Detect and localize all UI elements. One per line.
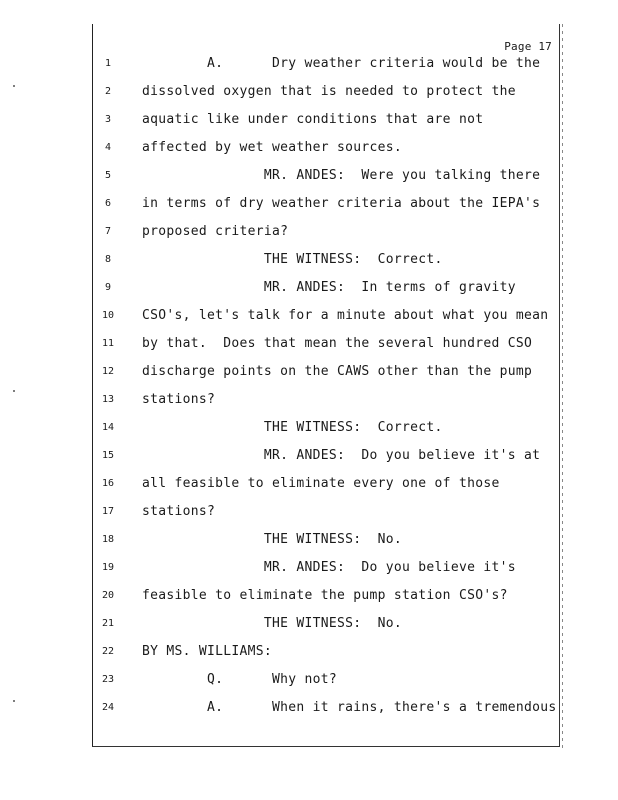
transcript-line: [92, 308, 558, 336]
page-number: Page 17: [504, 40, 552, 53]
transcript-line: [92, 448, 558, 476]
line-text: THE WITNESS: No.: [142, 616, 403, 631]
line-number: 8: [104, 254, 112, 265]
transcript-line: [92, 532, 558, 560]
line-number: 7: [104, 226, 112, 237]
scan-edge-artifact: [562, 24, 563, 750]
line-text: MR. ANDES: Do you believe it's: [142, 560, 516, 575]
line-number: 2: [104, 86, 112, 97]
line-number: 13: [101, 394, 115, 405]
line-text: BY MS. WILLIAMS:: [142, 644, 273, 659]
line-text: discharge points on the CAWS other than the pump: [142, 364, 533, 379]
line-number: 12: [101, 366, 115, 377]
line-number: 21: [101, 618, 115, 629]
line-text: A. When it rains, there's a tremendous: [142, 700, 557, 715]
line-number: 17: [101, 506, 115, 517]
line-number: 15: [101, 450, 115, 461]
line-text: in terms of dry weather criteria about the IEPA's: [142, 196, 541, 211]
line-number: 5: [104, 170, 112, 181]
line-text: stations?: [142, 392, 216, 407]
transcript-line: [92, 196, 558, 224]
line-number: 16: [101, 478, 115, 489]
line-text: MR. ANDES: In terms of gravity: [142, 280, 516, 295]
transcript-line: [92, 700, 558, 728]
scan-speck: [13, 85, 15, 87]
line-text: proposed criteria?: [142, 224, 289, 239]
transcript-line: [92, 392, 558, 420]
transcript-line: [92, 420, 558, 448]
line-number: 23: [101, 674, 115, 685]
line-number: 24: [101, 702, 115, 713]
scan-speck: [13, 390, 15, 392]
transcript-line: [92, 336, 558, 364]
line-text: by that. Does that mean the several hundred CSO: [142, 336, 533, 351]
line-number: 18: [101, 534, 115, 545]
scan-speck: [13, 700, 15, 702]
line-number: 14: [101, 422, 115, 433]
line-text: THE WITNESS: No.: [142, 532, 403, 547]
line-text: affected by wet weather sources.: [142, 140, 403, 155]
transcript-line: [92, 140, 558, 168]
line-text: THE WITNESS: Correct.: [142, 252, 443, 267]
transcript-line: [92, 112, 558, 140]
line-text: all feasible to eliminate every one of those: [142, 476, 500, 491]
transcript-line: [92, 504, 558, 532]
line-number: 10: [101, 310, 115, 321]
line-number: 19: [101, 562, 115, 573]
transcript-line: [92, 252, 558, 280]
line-number: 22: [101, 646, 115, 657]
line-text: CSO's, let's talk for a minute about what you mean: [142, 308, 549, 323]
line-text: aquatic like under conditions that are not: [142, 112, 484, 127]
line-text: dissolved oxygen that is needed to protect the: [142, 84, 516, 99]
transcript-line: [92, 644, 558, 672]
transcript-line: [92, 560, 558, 588]
line-number: 6: [104, 198, 112, 209]
line-text: THE WITNESS: Correct.: [142, 420, 443, 435]
transcript-line: [92, 56, 558, 84]
transcript-line: [92, 224, 558, 252]
line-text: A. Dry weather criteria would be the: [142, 56, 541, 71]
transcript-line: [92, 616, 558, 644]
line-number: 3: [104, 114, 112, 125]
transcript-line: [92, 588, 558, 616]
line-text: stations?: [142, 504, 216, 519]
transcript-line: [92, 364, 558, 392]
line-number: 9: [104, 282, 112, 293]
transcript-line: [92, 168, 558, 196]
line-text: Q. Why not?: [142, 672, 338, 687]
line-text: feasible to eliminate the pump station CSO's?: [142, 588, 508, 603]
line-number: 20: [101, 590, 115, 601]
transcript-line: [92, 280, 558, 308]
line-number: 11: [101, 338, 115, 349]
line-text: MR. ANDES: Do you believe it's at: [142, 448, 541, 463]
transcript-line: [92, 672, 558, 700]
transcript-line: [92, 476, 558, 504]
line-text: MR. ANDES: Were you talking there: [142, 168, 541, 183]
line-number: 1: [104, 58, 112, 69]
transcript-line: [92, 84, 558, 112]
line-number: 4: [104, 142, 112, 153]
